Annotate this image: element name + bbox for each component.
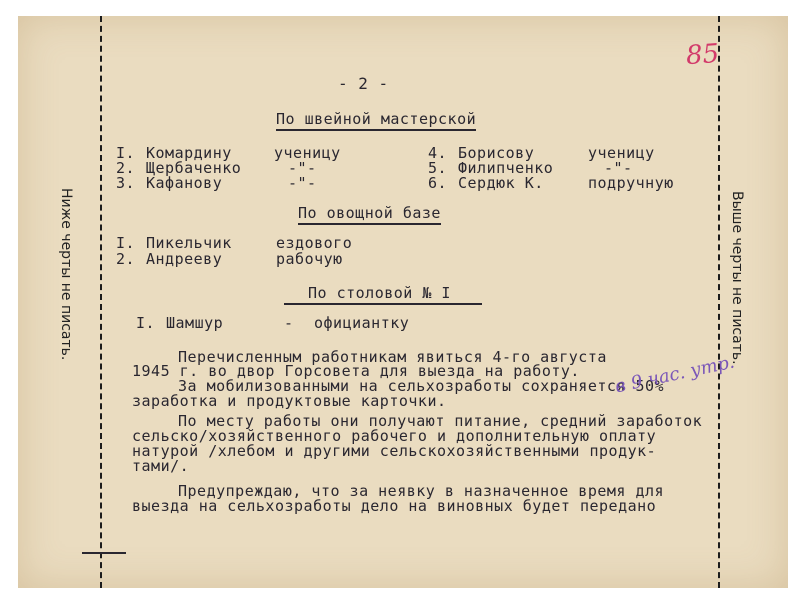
body-line: сельско/хозяйственного рабочего и дополнительную оплату	[132, 427, 657, 445]
page-number-handwritten: 85	[684, 38, 721, 72]
section-title: По швейной мастерской	[276, 110, 476, 131]
list-item: I. Пикельчик ездового	[116, 234, 353, 252]
body-line: По месту работы они получают питание, средний заработок	[178, 412, 703, 430]
underline-rule	[284, 303, 482, 305]
section-title: По столовой № I	[308, 284, 451, 302]
body-line: Перечисленным работникам явиться 4-го августа	[178, 348, 607, 366]
list-item: 3. Кафанову -"-	[116, 174, 317, 192]
list-item: I. Комардину ученицу	[116, 144, 341, 162]
list-item: 2. Андрееву рабочую	[116, 250, 343, 268]
typed-text	[18, 16, 788, 588]
list-item: 2. Щербаченко -"-	[116, 159, 317, 177]
page-header: - 2 -	[338, 74, 389, 93]
list-item: 4. Борисову ученицу	[428, 144, 655, 162]
document-page	[18, 16, 788, 588]
body-line: натурой /хлебом и другими сельскохозяйственными продук-	[132, 442, 657, 460]
handwritten-note: в 9 час. утр.	[613, 351, 737, 398]
left-margin-note: Ниже черты не писать.	[58, 188, 74, 361]
right-margin-note: Выше черты не писать.	[729, 191, 745, 365]
body-line: За мобилизованными на сельхозработы сохраняется 50%	[178, 377, 665, 395]
bottom-margin-rule	[82, 552, 126, 554]
list-item: 5. Филипченко -"-	[428, 159, 633, 177]
list-item: I. Шамшур - официантку	[136, 314, 410, 332]
body-line: тами/.	[132, 457, 190, 475]
body-line: выезда на сельхозработы дело на виновных будет передано	[132, 497, 657, 515]
body-line: Предупреждаю, что за неявку в назначенное время для	[178, 482, 665, 500]
body-line: 1945 г. во двор Горсовета для выезда на работу.	[132, 362, 580, 380]
section-title: По овощной базе	[298, 204, 441, 225]
body-line: заработка и продуктовые карточки.	[132, 392, 447, 410]
list-item: 6. Сердюк К. подручную	[428, 174, 674, 192]
